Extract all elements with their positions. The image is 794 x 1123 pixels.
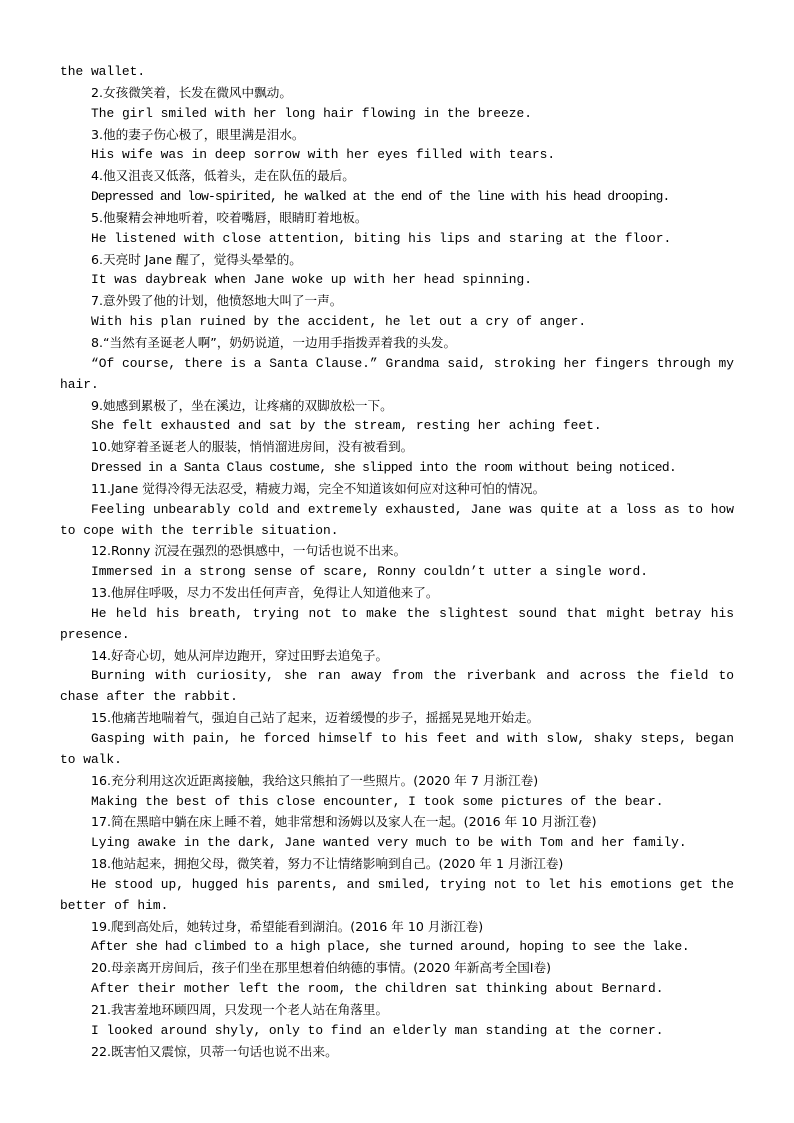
english-translation: She felt exhausted and sat by the stream, resting her aching feet. [91, 418, 602, 434]
chinese-sentence: 9.她感到累极了，坐在溪边，让疼痛的双脚放松一下。 [91, 397, 393, 413]
chinese-sentence: 18.他站起来，拥抱父母，微笑着，努力不让情绪影响到自己。(2020 年 1 月浙江卷) [91, 856, 564, 872]
english-translation: Gasping with pain, he forced himself to his feet and with slow, shaky steps, began to walk. [60, 731, 734, 767]
chinese-sentence: 8.“当然有圣诞老人啊”，奶奶说道，一边用手指拨弄着我的头发。 [91, 334, 457, 350]
english-translation: the wallet. [60, 64, 146, 79]
chinese-sentence: 13.他屏住呼吸，尽力不发出任何声音，免得让人知道他来了。 [91, 585, 439, 601]
chinese-sentence: 17.简在黑暗中躺在床上睡不着，她非常想和汤姆以及家人在一起。(2016 年 10 月浙江卷) [91, 814, 597, 830]
chinese-sentence: 20.母亲离开房间后，孩子们坐在那里想着伯纳德的事情。(2020 年新高考全国Ⅰ卷) [91, 960, 552, 976]
chinese-sentence: 14.好奇心切，她从河岸边跑开，穿过田野去追兔子。 [91, 647, 389, 663]
chinese-sentence: 7.意外毁了他的计划，他愤怒地大叫了一声。 [91, 293, 343, 309]
chinese-sentence: 21.我害羞地环顾四周，只发现一个老人站在角落里。 [91, 1001, 389, 1017]
english-translation: Lying awake in the dark, Jane wanted very much to be with Tom and her family. [91, 835, 687, 851]
english-translation: He listened with close attention, biting his lips and staring at the floor. [91, 230, 672, 246]
english-translation: Dressed in a Santa Claus costume, she slipped into the room without being noticed. [91, 460, 677, 476]
english-translation: Immersed in a strong sense of scare, Ronny couldn’t utter a single word. [91, 564, 648, 580]
english-translation: He held his breath, trying not to make the slightest sound that might betray his presence. [60, 605, 734, 642]
english-translation: After she had climbed to a high place, she turned around, hoping to see the lake. [91, 939, 690, 955]
english-translation: He stood up, hugged his parents, and smiled, trying not to let his emotions get the better of him. [60, 876, 734, 913]
english-translation: I looked around shyly, only to find an elderly man standing at the corner. [91, 1022, 664, 1038]
chinese-sentence: 5.他聚精会神地听着，咬着嘴唇，眼睛盯着地板。 [91, 209, 368, 225]
english-translation: With his plan ruined by the accident, he let out a cry of anger. [91, 314, 587, 330]
english-translation: Feeling unbearably cold and extremely exhausted, Jane was quite at a loss as to how to cope with the terrible situation. [60, 501, 734, 538]
english-translation: Burning with curiosity, she ran away from the riverbank and across the field to chase after the rabbit. [60, 668, 734, 705]
document-body [60, 62, 734, 1063]
chinese-sentence: 2.女孩微笑着，长发在微风中飘动。 [91, 84, 292, 100]
chinese-sentence: 12.Ronny 沉浸在强烈的恐惧感中，一句话也说不出来。 [91, 543, 407, 559]
english-translation: It was daybreak when Jane woke up with her head spinning. [91, 272, 532, 288]
english-translation: Depressed and low-spirited, he walked at the end of the line with his head drooping. [91, 189, 670, 205]
english-translation: Making the best of this close encounter, I took some pictures of the bear. [91, 793, 664, 809]
chinese-sentence: 11.Jane 觉得冷得无法忍受，精疲力竭，完全不知道该如何应对这种可怕的情况。 [91, 480, 546, 496]
chinese-sentence: 4.他又沮丧又低落，低着头，走在队伍的最后。 [91, 168, 355, 184]
chinese-sentence: 6.天亮时 Jane 醒了，觉得头晕晕的。 [91, 251, 302, 267]
chinese-sentence: 3.他的妻子伤心极了，眼里满是泪水。 [91, 126, 305, 142]
english-translation: The girl smiled with her long hair flowing in the breeze. [91, 105, 532, 121]
chinese-sentence: 22.既害怕又震惊，贝蒂一句话也说不出来。 [91, 1043, 338, 1059]
chinese-sentence: 10.她穿着圣诞老人的服装，悄悄溜进房间，没有被看到。 [91, 439, 414, 455]
chinese-sentence: 15.他痛苦地喘着气，强迫自己站了起来，迈着缓慢的步子，摇摇晃晃地开始走。 [91, 710, 540, 726]
english-translation: His wife was in deep sorrow with her eyes filled with tears. [91, 147, 556, 163]
english-translation: After their mother left the room, the children sat thinking about Bernard. [91, 981, 664, 997]
chinese-sentence: 16.充分利用这次近距离接触，我给这只熊拍了一些照片。(2020 年 7 月浙江卷) [91, 772, 539, 788]
english-translation: “Of course, there is a Santa Clause.” Grandma said, stroking her fingers through my hair. [60, 355, 734, 392]
chinese-sentence: 19.爬到高处后，她转过身，希望能看到湖泊。(2016 年 10 月浙江卷) [91, 918, 484, 934]
